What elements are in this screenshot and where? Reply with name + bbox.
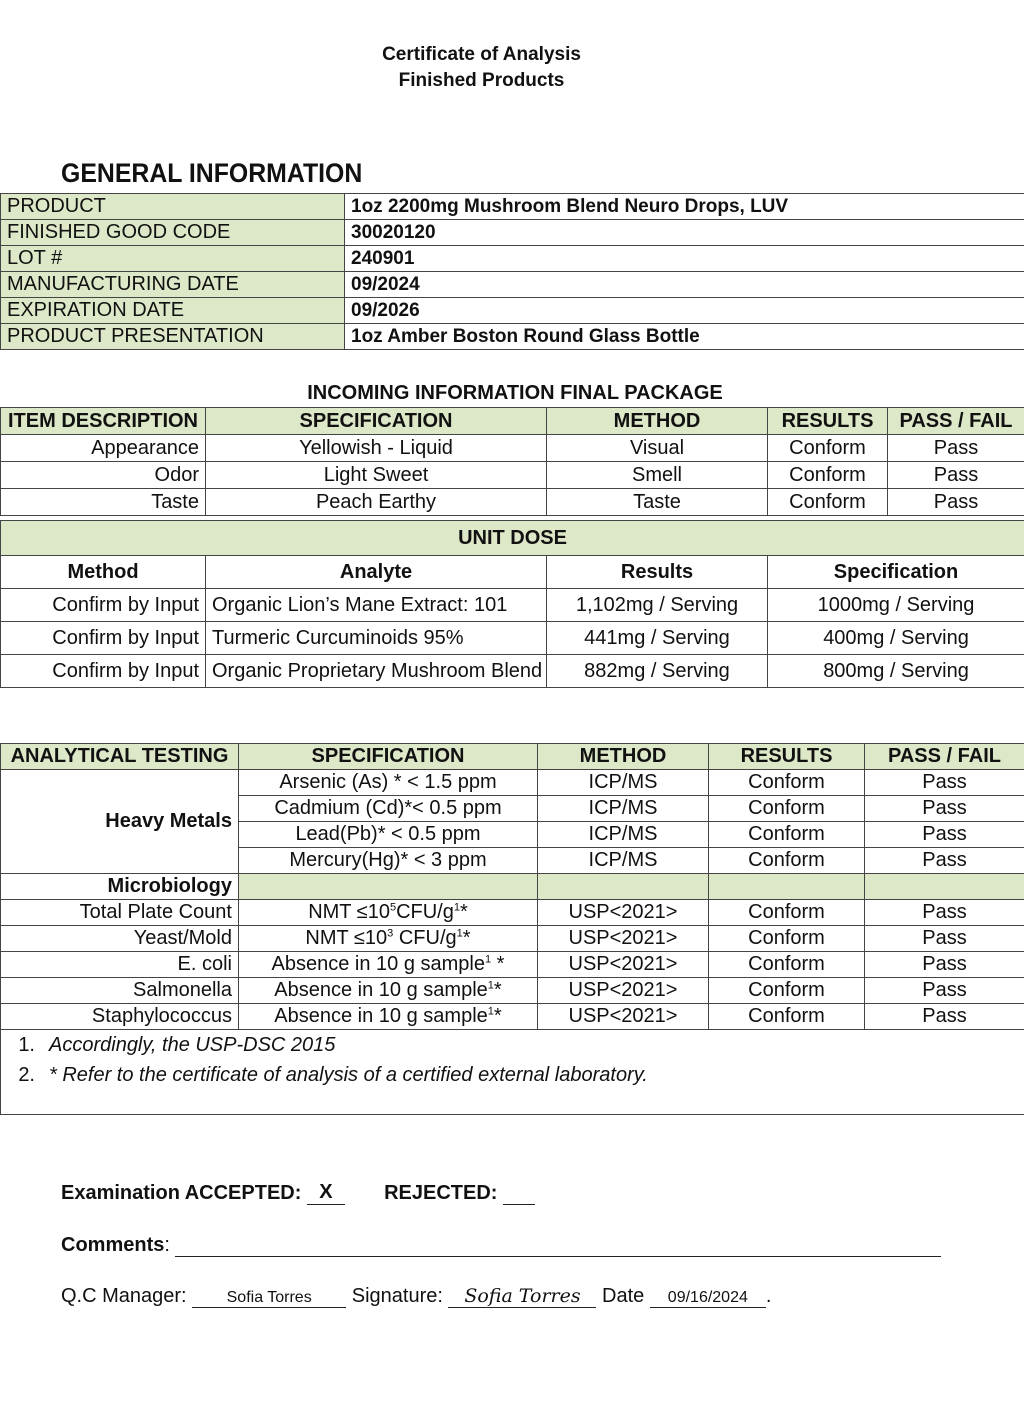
microbiology-item: Salmonella [1,978,239,1004]
comments-field[interactable] [175,1256,941,1257]
general-info-value: 1oz 2200mg Mushroom Blend Neuro Drops, LUV [345,194,1024,220]
heavy-metal-cell: Cadmium (Cd)*< 0.5 ppm [239,796,538,822]
signature-label: Signature: [351,1285,443,1307]
notes-row [1,1030,1024,1115]
microbiology-result: Conform [709,952,865,978]
qc-manager-field[interactable] [192,1289,346,1308]
microbiology-spec-part: 1 [487,979,494,992]
microbiology-item: E. coli [1,952,239,978]
footnote-number: 1. [18,1034,35,1056]
incoming-cell: Visual [547,435,768,462]
unit-dose-cell: Organic Lion’s Mane Extract: 101 [206,589,547,622]
incoming-column-header: RESULTS [768,408,888,435]
analytical-column-header: ANALYTICAL TESTING [1,744,239,770]
incoming-information-heading: INCOMING INFORMATION FINAL PACKAGE [307,382,723,404]
unit-dose-cell: Confirm by Input [1,622,206,655]
examination-accepted-label: Examination ACCEPTED: [61,1182,302,1204]
general-info-value: 09/2026 [345,298,1024,324]
heavy-metal-row [1,770,1024,796]
microbiology-spec-part: Absence in 10 g sample [271,953,485,975]
signature-value: Sofia Torres [464,1285,581,1307]
analytical-header-row [1,744,1024,770]
general-info-value: 30020120 [345,220,1024,246]
incoming-column-header: ITEM DESCRIPTION [1,408,206,435]
footnote-text: Accordingly, the USP-DSC 2015 [49,1034,336,1056]
heavy-metal-cell: ICP/MS [538,796,709,822]
microbiology-spec [239,978,538,1004]
unit-dose-cell: 882mg / Serving [547,655,768,688]
incoming-header-row [1,408,1024,435]
microbiology-pass: Pass [865,1004,1024,1030]
unit-dose-column-header: Results [547,556,768,589]
microbiology-spec [239,952,538,978]
examination-line [61,1181,535,1205]
heavy-metal-cell: Conform [709,796,865,822]
unit-dose-row [1,622,1024,655]
general-info-row [1,272,1024,298]
analytical-column-header: METHOD [538,744,709,770]
microbiology-spec-part: CFU/g [396,901,454,923]
unit-dose-cell: 441mg / Serving [547,622,768,655]
incoming-row [1,435,1024,462]
unit-dose-cell: Confirm by Input [1,589,206,622]
microbiology-header-cell [709,874,865,900]
microbiology-method: USP<2021> [538,900,709,926]
general-info-row [1,194,1024,220]
microbiology-pass: Pass [865,900,1024,926]
general-information-table [0,193,1024,350]
microbiology-spec-part: NMT ≤10 [308,901,390,923]
heavy-metal-cell: ICP/MS [538,770,709,796]
microbiology-row [1,900,1024,926]
comments-label: Comments [61,1234,165,1256]
incoming-cell: Conform [768,462,888,489]
unit-dose-cell: Organic Proprietary Mushroom Blend [206,655,547,688]
microbiology-row [1,978,1024,1004]
date-value: 09/16/2024 [667,1289,748,1306]
microbiology-header-cell [239,874,538,900]
microbiology-pass: Pass [865,952,1024,978]
heavy-metal-cell: Conform [709,848,865,874]
qc-manager-label: Q.C Manager: [61,1285,187,1307]
heavy-metal-cell: Lead(Pb)* < 0.5 ppm [239,822,538,848]
accepted-mark: X [319,1181,333,1203]
microbiology-spec-part: Absence in 10 g sample [274,1005,488,1027]
microbiology-label: Microbiology [1,874,239,900]
microbiology-spec-part: * [493,1005,502,1027]
footnote-text: * Refer to the certificate of analysis of a certified external laboratory. [49,1064,648,1086]
incoming-cell: Smell [547,462,768,489]
microbiology-spec-part: CFU/g [393,927,457,949]
general-info-row [1,220,1024,246]
heavy-metal-cell: Conform [709,770,865,796]
qc-manager-line: Q.C Manager: Sofia Torres Signature: Sofia Torres Date 09/16/2024 . [61,1285,772,1307]
microbiology-spec-part: * [491,953,505,975]
microbiology-row [1,952,1024,978]
microbiology-item: Yeast/Mold [1,926,239,952]
incoming-cell: Conform [768,489,888,516]
microbiology-spec-part: * [460,901,468,923]
heavy-metal-cell: Pass [865,770,1024,796]
microbiology-method: USP<2021> [538,1004,709,1030]
general-info-label: LOT # [1,246,345,272]
incoming-cell: Yellowish - Liquid [206,435,547,462]
microbiology-spec-part: 3 [387,927,394,940]
microbiology-result: Conform [709,926,865,952]
microbiology-method: USP<2021> [538,926,709,952]
incoming-cell: Peach Earthy [206,489,547,516]
signature-field[interactable] [448,1285,596,1308]
incoming-row [1,462,1024,489]
accepted-field[interactable] [307,1181,345,1205]
microbiology-spec-part: 1 [487,1005,494,1018]
comments-line: Comments: [61,1234,941,1257]
microbiology-item: Staphylococcus [1,1004,239,1030]
date-label: Date [602,1285,645,1307]
microbiology-item: Total Plate Count [1,900,239,926]
general-info-label: EXPIRATION DATE [1,298,345,324]
microbiology-header-cell [865,874,1024,900]
unit-dose-table [0,520,1024,688]
unit-dose-cell: 1,102mg / Serving [547,589,768,622]
general-info-label: MANUFACTURING DATE [1,272,345,298]
document-subtitle: Finished Products [398,70,565,91]
general-info-label: FINISHED GOOD CODE [1,220,345,246]
incoming-column-header: METHOD [547,408,768,435]
general-info-label: PRODUCT [1,194,345,220]
general-info-row [1,298,1024,324]
general-info-row [1,246,1024,272]
rejected-field[interactable] [503,1204,535,1205]
incoming-cell: Appearance [1,435,206,462]
heavy-metal-cell: Arsenic (As) * < 1.5 ppm [239,770,538,796]
microbiology-pass: Pass [865,926,1024,952]
unit-dose-cell: 1000mg / Serving [768,589,1024,622]
microbiology-result: Conform [709,978,865,1004]
document-title: Certificate of Analysis [382,44,581,65]
microbiology-spec-part: 1 [485,953,492,966]
heavy-metal-cell: ICP/MS [538,822,709,848]
microbiology-result: Conform [709,900,865,926]
general-information-heading: GENERAL INFORMATION [61,158,363,188]
unit-dose-column-header: Analyte [206,556,547,589]
analytical-column-header: SPECIFICATION [239,744,538,770]
microbiology-spec-part: * [462,927,471,949]
heavy-metal-cell: Mercury(Hg)* < 3 ppm [239,848,538,874]
general-info-value: 240901 [345,246,1024,272]
unit-dose-cell: 400mg / Serving [768,622,1024,655]
analytical-column-header: PASS / FAIL [865,744,1024,770]
microbiology-method: USP<2021> [538,952,709,978]
incoming-cell: Light Sweet [206,462,547,489]
footnote [1,1032,1024,1062]
general-info-value: 09/2024 [345,272,1024,298]
incoming-cell: Taste [1,489,206,516]
footnote [1,1062,1024,1092]
incoming-column-header: PASS / FAIL [888,408,1024,435]
microbiology-row [1,1004,1024,1030]
unit-dose-cell: Confirm by Input [1,655,206,688]
general-info-value: 1oz Amber Boston Round Glass Bottle [345,324,1024,350]
heavy-metal-cell: Pass [865,796,1024,822]
incoming-cell: Pass [888,435,1024,462]
unit-dose-row [1,655,1024,688]
unit-dose-column-header: Method [1,556,206,589]
incoming-cell: Odor [1,462,206,489]
unit-dose-heading: UNIT DOSE [1,521,1024,556]
microbiology-spec [239,1004,538,1030]
incoming-cell: Taste [547,489,768,516]
microbiology-spec-part: * [493,979,502,1001]
microbiology-header-row [1,874,1024,900]
heavy-metal-cell: ICP/MS [538,848,709,874]
microbiology-spec-part: Absence in 10 g sample [274,979,488,1001]
microbiology-spec-part: 1 [456,927,463,940]
microbiology-pass: Pass [865,978,1024,1004]
rejected-label: REJECTED: [384,1182,498,1204]
analytical-column-header: RESULTS [709,744,865,770]
incoming-column-header: SPECIFICATION [206,408,547,435]
unit-dose-cell: Turmeric Curcuminoids 95% [206,622,547,655]
incoming-row [1,489,1024,516]
notes-cell [1,1030,1024,1115]
heavy-metal-cell: Pass [865,848,1024,874]
incoming-information-table [0,407,1024,516]
microbiology-spec [239,926,538,952]
heavy-metals-label: Heavy Metals [1,770,239,874]
incoming-cell: Pass [888,489,1024,516]
date-field[interactable] [650,1289,766,1308]
microbiology-spec-part: NMT ≤10 [305,927,388,949]
footnote-number: 2. [18,1064,35,1086]
general-info-label: PRODUCT PRESENTATION [1,324,345,350]
incoming-cell: Conform [768,435,888,462]
general-info-row [1,324,1024,350]
microbiology-spec-part: 5 [389,901,397,914]
heavy-metal-cell: Pass [865,822,1024,848]
microbiology-spec [239,900,538,926]
incoming-cell: Pass [888,462,1024,489]
qc-manager-name: Sofia Torres [226,1289,312,1306]
unit-dose-column-header: Specification [768,556,1024,589]
microbiology-method: USP<2021> [538,978,709,1004]
unit-dose-cell: 800mg / Serving [768,655,1024,688]
heavy-metal-cell: Conform [709,822,865,848]
microbiology-row [1,926,1024,952]
unit-dose-row [1,589,1024,622]
unit-dose-header-row [1,556,1024,589]
microbiology-header-cell [538,874,709,900]
microbiology-spec-part: 1 [453,901,460,914]
microbiology-result: Conform [709,1004,865,1030]
unit-dose-heading-row [1,521,1024,556]
analytical-testing-table [0,743,1024,1115]
